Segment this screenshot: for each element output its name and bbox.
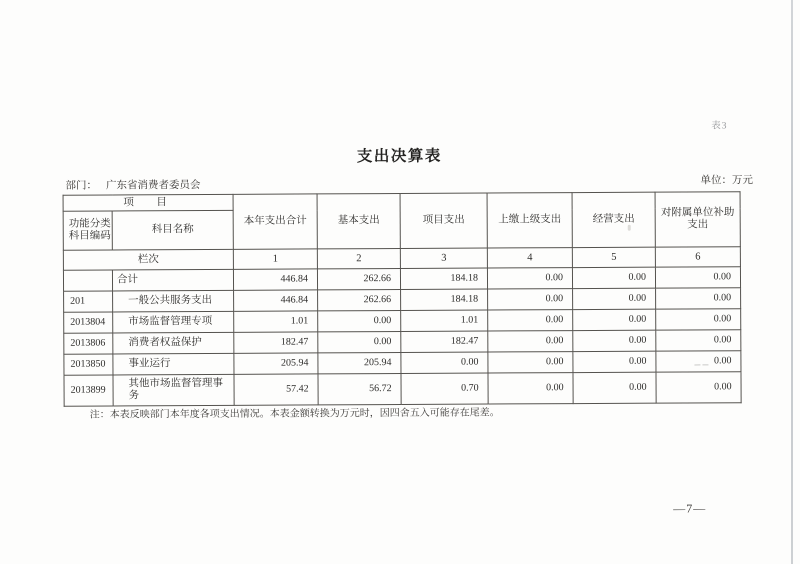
header-col-basic: 基本支出 (317, 193, 400, 248)
header-col-total: 本年支出合计 (233, 194, 317, 249)
cell-value: 0.00 (318, 331, 401, 352)
cell-value: 0.00 (573, 309, 656, 330)
cell-name: 合计 (112, 269, 233, 291)
header-code-col: 功能分类科目编码 (63, 211, 112, 250)
cell-value: 0.00 (655, 267, 740, 288)
header-item-group: 项 目 (63, 194, 233, 211)
lanci-1: 1 (233, 249, 317, 269)
cell-value: 446.84 (233, 269, 317, 290)
cell-value: 0.00 (656, 330, 741, 351)
cell-name: 一般公共服务支出 (113, 290, 234, 312)
cell-name: 事业运行 (113, 353, 234, 375)
cell-value: 205.94 (318, 352, 401, 373)
cell-value: 0.00 (488, 310, 573, 331)
cell-name: 市场监督管理专项 (113, 311, 234, 333)
cell-value: 0.00 (488, 331, 573, 352)
header-col-subsidy: 对附属单位补助支出 (655, 192, 740, 247)
expenditure-table (63, 191, 742, 407)
header-col-upper: 上缴上级支出 (487, 193, 572, 248)
cell-value: 205.94 (234, 353, 318, 374)
table-row (64, 372, 741, 407)
cell-code: 2013850 (64, 354, 113, 375)
scan-artifact (628, 225, 631, 231)
cell-value: 446.84 (234, 290, 318, 311)
cell-value: 0.00 (488, 289, 573, 310)
cell-name: 其他市场监督管理事务 (113, 374, 234, 406)
header-col-operating: 经营支出 (572, 192, 655, 247)
cell-code: 2013899 (64, 375, 113, 406)
cell-value: 0.00 (318, 310, 401, 331)
cell-value: 262.66 (318, 289, 401, 310)
cell-value: 0.00 (572, 267, 655, 288)
cell-name: 消费者权益保护 (113, 332, 234, 354)
cell-value: 0.00 (573, 351, 656, 372)
table-footnote: 注：本表反映部门本年度各项支出情况。本表金额转换为万元时，因四舍五入可能存在尾差。 (89, 407, 500, 421)
cell-value: 0.00 (488, 352, 573, 373)
cell-value: 0.00 (573, 330, 656, 351)
department-name: 广东省消费者委员会 (105, 180, 201, 192)
department-label: 部门： (65, 180, 98, 192)
cell-value: 0.00 (656, 372, 741, 403)
lanci-2: 2 (317, 248, 400, 268)
cell-value: 0.00 (573, 372, 656, 403)
cell-value: 56.72 (318, 373, 401, 404)
cell-value: 57.42 (234, 374, 318, 405)
department-line (65, 177, 200, 193)
cell-value: 0.00 (573, 288, 656, 309)
cell-value: 262.66 (317, 268, 400, 289)
scan-edge-line (791, 0, 793, 564)
cell-value: 0.00 (656, 309, 741, 330)
cell-code: 201 (64, 291, 113, 312)
lanci-label: 栏次 (63, 249, 233, 270)
header-name-col: 科目名称 (112, 210, 233, 250)
header-row-item (63, 192, 740, 212)
cell-code: 2013804 (64, 312, 113, 333)
header-col-project: 项目支出 (400, 193, 487, 248)
lanci-4: 4 (487, 248, 572, 268)
cell-code (63, 270, 112, 291)
scan-artifact (694, 364, 710, 368)
cell-value: 0.70 (401, 373, 488, 404)
lanci-3: 3 (400, 248, 487, 268)
cell-value: 0.00 (656, 351, 741, 372)
cell-value: 184.18 (400, 268, 487, 289)
lanci-6: 6 (655, 247, 740, 267)
cell-value: 0.00 (401, 352, 488, 373)
table-number-tag: 表3 (711, 121, 728, 132)
cell-value: 0.00 (656, 288, 741, 309)
cell-value: 184.18 (401, 289, 488, 310)
page-title: 支出决算表 (356, 147, 442, 166)
unit-label: 单位：万元 (700, 175, 754, 187)
cell-value: 182.47 (234, 332, 318, 353)
cell-value: 1.01 (401, 310, 488, 331)
page-number: —7— (673, 501, 707, 516)
cell-code: 2013806 (64, 333, 113, 354)
cell-value: 0.00 (487, 268, 572, 289)
cell-value: 0.00 (488, 373, 573, 404)
cell-value: 182.47 (401, 331, 488, 352)
lanci-5: 5 (572, 247, 655, 267)
cell-value: 1.01 (234, 311, 318, 332)
